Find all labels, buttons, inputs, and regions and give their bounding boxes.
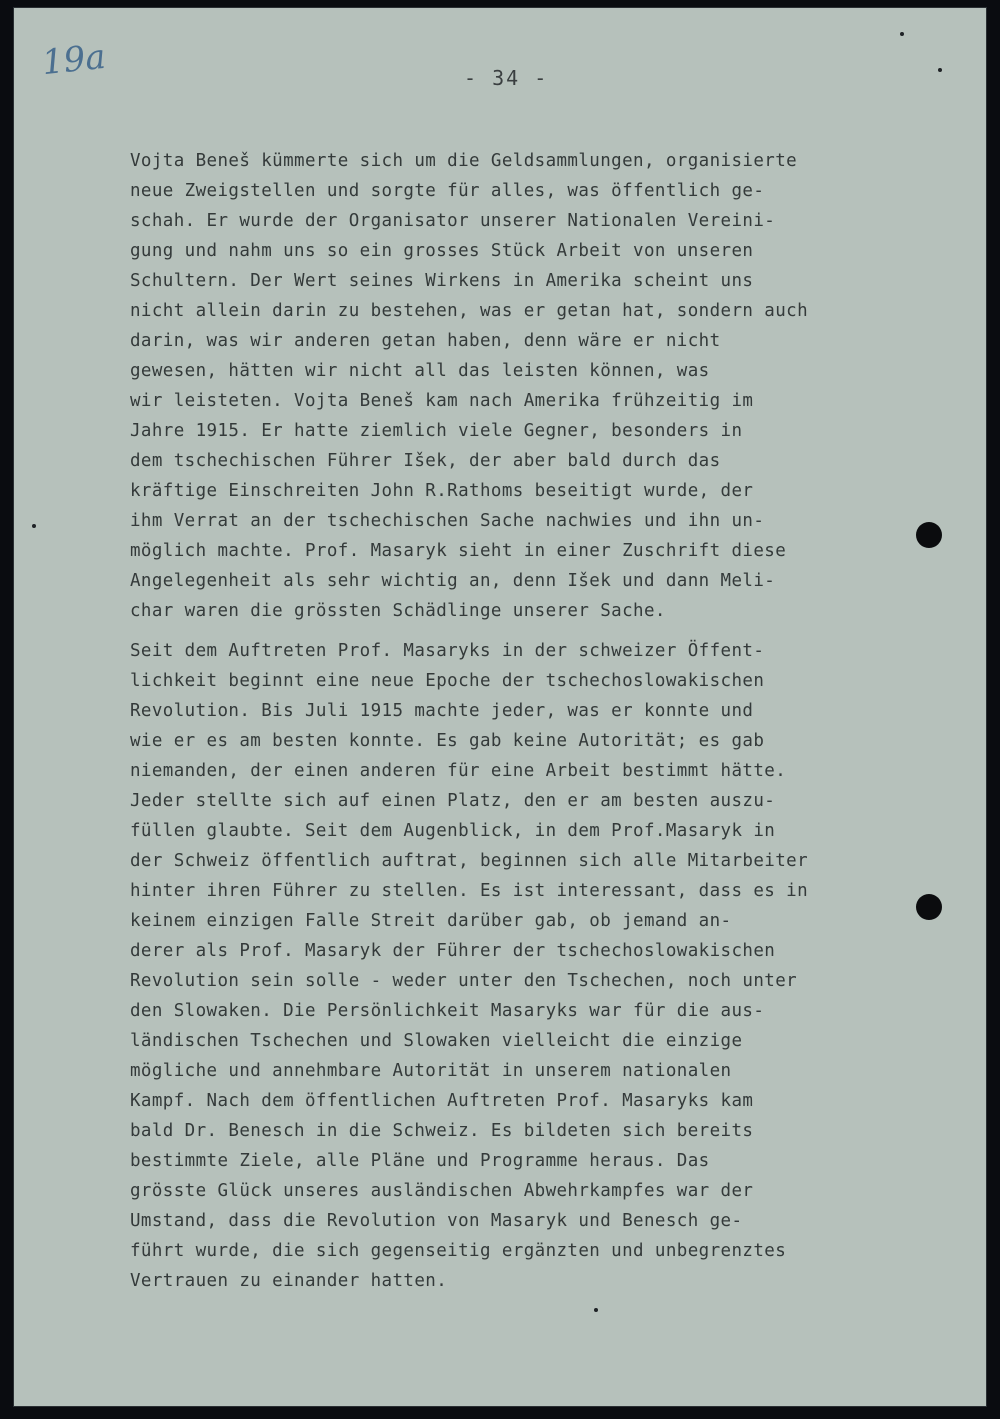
text-line: Vertrauen zu einander hatten.	[130, 1271, 448, 1291]
text-line: dem tschechischen Führer Išek, der aber bald durch das	[130, 451, 721, 471]
text-line: nicht allein darin zu bestehen, was er getan hat, sondern auch	[130, 301, 809, 321]
text-line: kräftige Einschreiten John R.Rathoms beseitigt wurde, der	[130, 481, 754, 501]
text-line: grösste Glück unseres ausländischen Abwehrkampfes war der	[130, 1181, 754, 1201]
text-line: hinter ihren Führer zu stellen. Es ist interessant, dass es in	[130, 881, 809, 901]
text-line: Umstand, dass die Revolution von Masaryk und Benesch ge-	[130, 1211, 743, 1231]
paragraph-gap	[130, 626, 890, 636]
paper-speck	[594, 1308, 598, 1312]
text-line: darin, was wir anderen getan haben, denn wäre er nicht	[130, 331, 721, 351]
paper-speck	[32, 524, 36, 528]
text-line: Kampf. Nach dem öffentlichen Auftreten Prof. Masaryks kam	[130, 1091, 754, 1111]
text-line: char waren die grössten Schädlinge unserer Sache.	[130, 601, 666, 621]
text-line: wir leisteten. Vojta Beneš kam nach Amerika frühzeitig im	[130, 391, 754, 411]
text-line: der Schweiz öffentlich auftrat, beginnen sich alle Mitarbeiter	[130, 851, 809, 871]
text-line: ländischen Tschechen und Slowaken vielleicht die einzige	[130, 1031, 743, 1051]
text-line: Revolution sein solle - weder unter den Tschechen, noch unter	[130, 971, 798, 991]
page-number: - 34 -	[464, 66, 549, 90]
paper-speck	[938, 68, 942, 72]
text-line: führt wurde, die sich gegenseitig ergänzten und unbegrenztes	[130, 1241, 787, 1261]
text-line: gung und nahm uns so ein grosses Stück Arbeit von unseren	[130, 241, 754, 261]
text-line: füllen glaubte. Seit dem Augenblick, in dem Prof.Masaryk in	[130, 821, 776, 841]
handwritten-folio-number: 19a	[40, 36, 108, 84]
text-line: wie er es am besten konnte. Es gab keine Autorität; es gab	[130, 731, 765, 751]
body-text	[130, 146, 890, 1296]
text-line: Jahre 1915. Er hatte ziemlich viele Gegner, besonders in	[130, 421, 743, 441]
text-line: ihm Verrat an der tschechischen Sache nachwies und ihn un-	[130, 511, 765, 531]
text-line: gewesen, hätten wir nicht all das leisten können, was	[130, 361, 710, 381]
punch-hole-upper	[916, 522, 942, 548]
document-page	[14, 8, 986, 1406]
text-line: Revolution. Bis Juli 1915 machte jeder, was er konnte und	[130, 701, 754, 721]
text-line: lichkeit beginnt eine neue Epoche der tschechoslowakischen	[130, 671, 765, 691]
text-line: Angelegenheit als sehr wichtig an, denn Išek und dann Meli-	[130, 571, 776, 591]
paragraph-1	[130, 146, 890, 626]
punch-hole-lower	[916, 894, 942, 920]
text-line: Schultern. Der Wert seines Wirkens in Amerika scheint uns	[130, 271, 754, 291]
paper-speck	[900, 32, 904, 36]
text-line: den Slowaken. Die Persönlichkeit Masaryks war für die aus-	[130, 1001, 765, 1021]
text-line: keinem einzigen Falle Streit darüber gab, ob jemand an-	[130, 911, 732, 931]
text-line: Vojta Beneš kümmerte sich um die Geldsammlungen, organisierte	[130, 151, 798, 171]
text-line: derer als Prof. Masaryk der Führer der tschechoslowakischen	[130, 941, 776, 961]
text-line: neue Zweigstellen und sorgte für alles, was öffentlich ge-	[130, 181, 765, 201]
text-line: bestimmte Ziele, alle Pläne und Programme heraus. Das	[130, 1151, 710, 1171]
text-line: schah. Er wurde der Organisator unserer Nationalen Vereini-	[130, 211, 776, 231]
text-line: möglich machte. Prof. Masaryk sieht in einer Zuschrift diese	[130, 541, 787, 561]
text-line: bald Dr. Benesch in die Schweiz. Es bildeten sich bereits	[130, 1121, 754, 1141]
text-line: Jeder stellte sich auf einen Platz, den er am besten auszu-	[130, 791, 776, 811]
text-line: mögliche und annehmbare Autorität in unserem nationalen	[130, 1061, 732, 1081]
text-line: Seit dem Auftreten Prof. Masaryks in der schweizer Öffent-	[130, 641, 765, 661]
paragraph-2	[130, 636, 890, 1296]
text-line: niemanden, der einen anderen für eine Arbeit bestimmt hätte.	[130, 761, 787, 781]
